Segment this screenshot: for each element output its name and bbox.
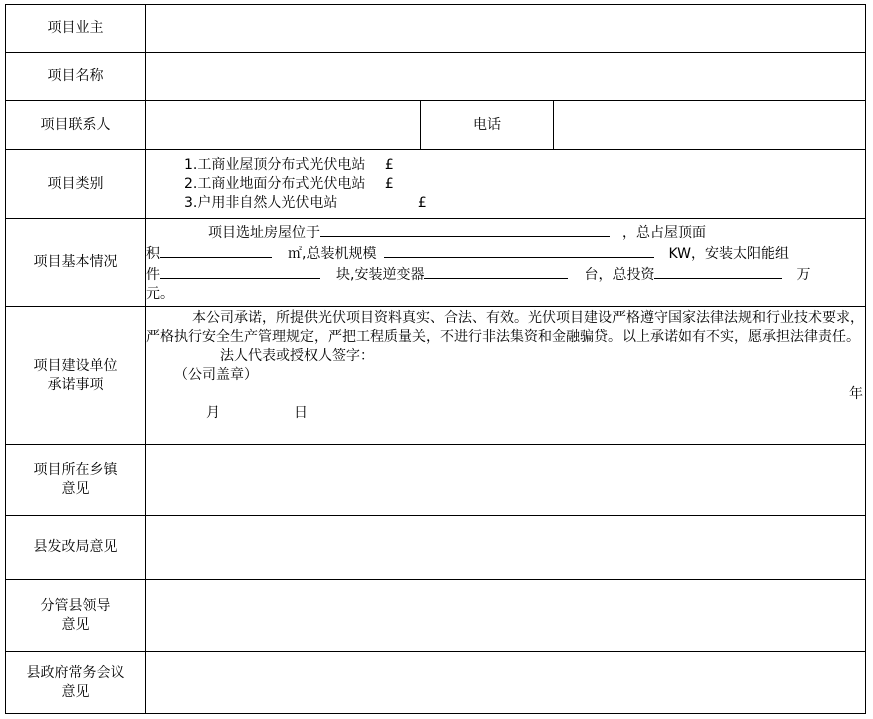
category-option-text: 3.户用非自然人光伏电站: [184, 194, 338, 211]
inverter-blank[interactable]: [424, 264, 568, 279]
phone-field[interactable]: [554, 101, 866, 150]
township-label: [6, 445, 146, 516]
township-opinion-field[interactable]: [146, 445, 866, 516]
leader-label: [6, 580, 146, 652]
category-option-2[interactable]: [146, 175, 865, 194]
basic-text: 万: [796, 266, 811, 283]
contact-field[interactable]: [146, 101, 421, 150]
basic-text: KW，安装太阳能组: [668, 245, 789, 262]
month-label: 月: [206, 405, 220, 421]
basic-info-label: 项目基本情况: [6, 219, 146, 307]
application-form-table: [5, 4, 866, 714]
modules-blank[interactable]: [160, 264, 320, 279]
basic-text: ㎡,总装机规模: [288, 245, 377, 262]
leader-label-line: 分管县领导: [40, 597, 111, 614]
seal-label: （公司盖章）: [174, 367, 258, 383]
promise-text: 本公司承诺，所提供光伏项目资料真实、合法、有效。光伏项目建设严格遵守国家法律法规和行业技术要求，严格执行安全生产管理规定，严把工程质量关，不进行非法集资和金融骗贷。以上承诺如有不实，愿承担法律责任。: [146, 310, 864, 345]
drc-label: 县发改局意见: [6, 516, 146, 580]
basic-text: 积: [146, 245, 160, 262]
basic-text: 台，总投资: [584, 266, 655, 283]
checkbox-mark[interactable]: £: [417, 194, 427, 211]
signature-label: 法人代表或授权人签字：: [220, 348, 374, 364]
promise-label: [6, 307, 146, 445]
row-category: [6, 150, 866, 219]
row-project-name: [6, 53, 866, 101]
row-promise: [6, 307, 866, 445]
category-options: [146, 150, 866, 219]
promise-label-line: 承诺事项: [47, 376, 104, 393]
project-name-field[interactable]: [146, 53, 866, 101]
meeting-label-line: 县政府常务会议: [26, 664, 125, 681]
checkbox-mark[interactable]: £: [384, 156, 394, 173]
year-label: 年: [849, 386, 864, 402]
township-label-line: 项目所在乡镇: [33, 462, 118, 478]
basic-text: 件: [146, 266, 160, 283]
capacity-blank[interactable]: [384, 243, 654, 258]
category-option-3[interactable]: [146, 194, 865, 213]
meeting-label-line: 意见: [61, 683, 90, 700]
township-label-line: 意见: [61, 481, 90, 497]
investment-blank[interactable]: [654, 264, 782, 279]
day-label: 日: [294, 405, 308, 421]
promise-content: [146, 307, 866, 445]
category-label: 项目类别: [6, 150, 146, 219]
area-blank[interactable]: [160, 243, 272, 258]
location-blank[interactable]: [320, 222, 610, 237]
row-township: [6, 445, 866, 516]
meeting-label: [6, 652, 146, 714]
project-name-label: 项目名称: [6, 53, 146, 101]
drc-opinion-field[interactable]: [146, 516, 866, 580]
category-option-1[interactable]: [146, 156, 865, 175]
category-option-text: 2.工商业地面分布式光伏电站: [184, 175, 366, 192]
contact-label: 项目联系人: [6, 101, 146, 150]
row-drc: [6, 516, 866, 580]
checkbox-mark[interactable]: £: [384, 175, 394, 192]
owner-label: 项目业主: [6, 5, 146, 53]
basic-text: 项目选址房屋位于: [208, 224, 320, 241]
row-basic-info: [6, 219, 866, 307]
phone-label: 电话: [421, 101, 554, 150]
basic-info-content: [146, 219, 866, 307]
row-leader: [6, 580, 866, 652]
basic-text: 块,安装逆变器: [336, 266, 425, 283]
basic-text: ，总占屋顶面: [622, 224, 706, 241]
row-contact: [6, 101, 866, 150]
row-meeting: [6, 652, 866, 714]
leader-opinion-field[interactable]: [146, 580, 866, 652]
leader-label-line: 意见: [61, 616, 90, 633]
meeting-opinion-field[interactable]: [146, 652, 866, 714]
row-owner: [6, 5, 866, 53]
owner-field[interactable]: [146, 5, 866, 53]
promise-label-line: 项目建设单位: [33, 357, 118, 374]
basic-text: 元。: [146, 285, 174, 302]
category-option-text: 1.工商业屋顶分布式光伏电站: [184, 156, 366, 173]
